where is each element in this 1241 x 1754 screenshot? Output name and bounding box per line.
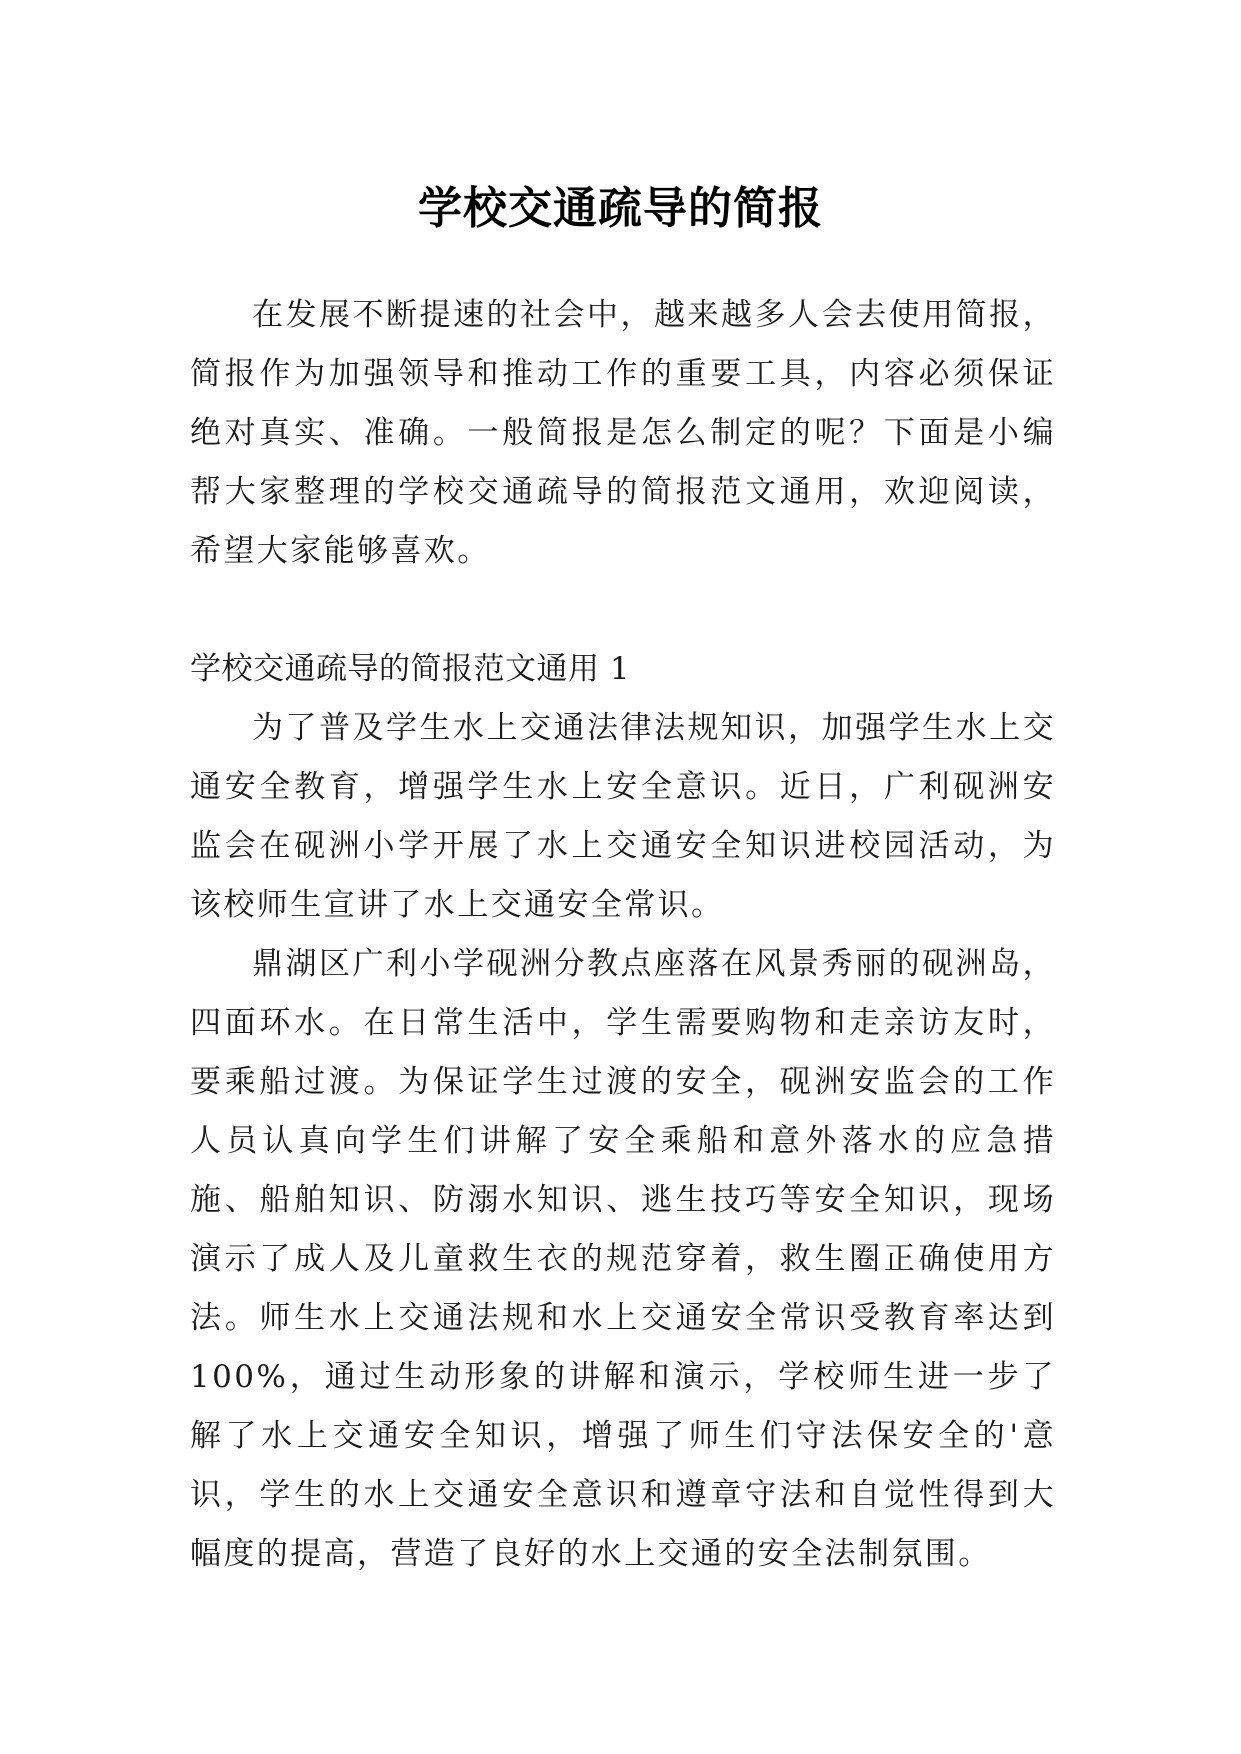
- paragraph-spacer: [190, 581, 1056, 640]
- body-paragraph-2: 鼎湖区广利小学砚洲分教点座落在风景秀丽的砚洲岛，四面环水。在日常生活中，学生需要购物和走亲访友时，要乘船过渡。为保证学生过渡的安全，砚洲安监会的工作人员认真向学生们讲解了安全乘船和意外落水的应急措施、船舶知识、防溺水知识、逃生技巧等安全知识，现场演示了成人及儿童救生衣的规范穿着，救生圈正确使用方法。师生水上交通法规和水上交通安全常识受教育率达到100%，通过生动形象的讲解和演示，学校师生进一步了解了水上交通安全知识，增强了师生们守法保安全的'意识，学生的水上交通安全意识和遵章守法和自觉性得到大幅度的提高，营造了良好的水上交通的安全法制氛围。: [190, 946, 1056, 1572]
- document-title: 学校交通疏导的简报: [418, 183, 823, 235]
- intro-paragraph: 在发展不断提速的社会中，越来越多人会去使用简报，简报作为加强领导和推动工作的重要工具，内容必须保证绝对真实、准确。一般简报是怎么制定的呢？下面是小编帮大家整理的学校交通疏导的简报范文通用，欢迎阅读，希望大家能够喜欢。: [190, 297, 1056, 569]
- section-heading: 学校交通疏导的简报范文通用 1: [190, 651, 631, 687]
- document-body: [190, 286, 1056, 1584]
- body-paragraph-1: 为了普及学生水上交通法律法规知识，加强学生水上交通安全教育，增强学生水上安全意识。近日，广利砚洲安监会在砚洲小学开展了水上交通安全知识进校园活动，为该校师生宣讲了水上交通安全常识。: [190, 710, 1056, 923]
